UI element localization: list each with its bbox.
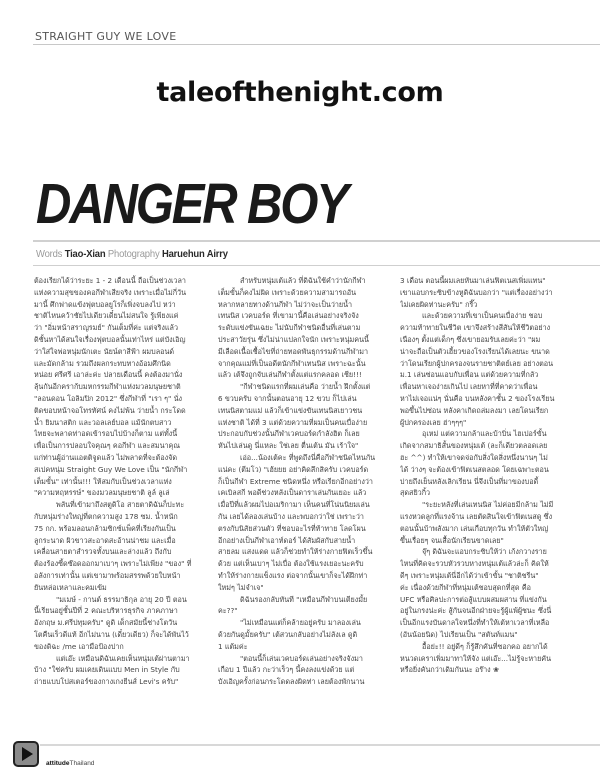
article-line: ตรงกับนิสัยส่วนตัว ที่ชอบอะไรที่ท้าทาย โลดโผน (218, 523, 366, 533)
article-line: ก็เป็นกีฬา Extreme ชนิดหนึ่ง หรือเรียกอีกอย่างว่า (218, 476, 373, 486)
article-line: เต็มขั้นก็คงไม่ผิด เพราะด้วยความสามารถอัน (218, 287, 356, 297)
article-line: ความท้าทายในชีวิต เขาจึงสร้างสีสันให้ชีวิตอย่าง (400, 323, 551, 333)
article-line: และมัดกล้าม รวมถึงผลกระทบทางอ้อมศึกนิด (34, 358, 171, 368)
article-line: อลังการเท่านั้น แต่เขามาพร้อมสรรพด้วยใบหน้า (34, 570, 181, 580)
article-line: "ไม่เหมือนแต่ก็คล้ายอยู่ครับ มาลองเล่น (240, 618, 361, 628)
article-line: ไทยจะพลาดท่าอดเข้ารอบไปบ้างก็ตาม แต่ทั้งนี้ (34, 429, 178, 439)
article-line: มานี้ ศึกฟาดแข้งฟุตบอลยูโรก็เพิ่งจบลงไป หว่า (34, 299, 176, 309)
article-line: UFC หรือศิลปะการต่อสู้แบบผสมผสาน ที่แข่งกัน (400, 594, 547, 604)
article-line: แรงหวดลูกที่แรงจ้าน เลยตัดสินใจเข้าฟิตเนสดู ซึ่ง (400, 511, 553, 521)
article-line: แล้ว เต้จึงถูกจับเล่นกีฬาตั้งแต่แรกคลอด เชีย!!! (218, 370, 362, 380)
watermark-text: taleofthenight.com (156, 77, 444, 108)
article-line: หนวดเคราเพิ่มมาทาให้จัง แต่เอ๊ะ...ไม่รู้จะหายคัน (400, 653, 552, 663)
article-line: น่าจะถือเป็นตัวเฮี้ยวของโรงเรียนได้เลยนะ ขนาด (400, 346, 550, 356)
article-line: และด้วยความที่เขาเป็นคนเบื่อง่าย ชอบ (422, 311, 543, 321)
article-line: แห่งชาติ ได้ที่ 3 แต่ด้วยความที่ผมเป็นคนเบื่อง่าย (218, 417, 368, 427)
byline-words-label: Words (36, 248, 63, 260)
byline (36, 248, 228, 260)
article-line: บังเอิญครั้งก่อนกระโดดลงผิดท่า เลยต้องพักนาน (218, 677, 365, 687)
article-column-2 (218, 275, 390, 688)
article-line: เทนนิส เวคบอร์ด ที่เขามานี้คือเล่นอย่างจริงจัง (218, 311, 359, 321)
article-line: เคลื่อนสายตาสำรวจทั้งบนและล่างแล้ว ถึงกับ (34, 547, 172, 557)
article-line: น้ำ ยิมนาสติก และวอลเลย์บอล แม้นักตบสาว (34, 417, 172, 427)
article-line: ประสาวัยรุ่น ซึ่งไม่น่าแปลกใจนัก เพราะหนุ่มคนนี้ (218, 334, 369, 344)
byline-photo-label: Photography (107, 248, 160, 260)
article-line: 75 กก. พร้อมลอนกล้ามซิกซ์แพ็คที่เรียงกันเป็น (34, 523, 176, 533)
byline-photographer: Haruehun Airry (161, 248, 228, 260)
article-line: สายลม แสงแดด แล้วก็ช่วยทำให้ร่างกายฟิตเร็วขึ้น (218, 547, 373, 557)
article-line: ผู้ปกครองเลย ฮ่าๆๆๆ" (400, 417, 467, 427)
article-line: กัน เลยได้ลองเล่นบ้าง และพบอกว่าใช่ เพราะว่า (218, 511, 364, 521)
article-line: แน่คะ (ตีมโว) "เฮ้ยยย อย่าคิดลึกสิครับ เวคบอร์ด (218, 464, 369, 474)
article-line: เกือบ 1 ปีแล้ว กะว่าเร็วๆ นี้คงลงแข่งด้วย แต่ (218, 665, 355, 675)
article-line: อยู่ในกรงน่ะค่ะ สู้กันจนอีกฝ่ายจะรู้ผู้แพ้ผู้ชนะ ซึ่งนี่ (400, 606, 552, 616)
byline-divider (33, 265, 600, 266)
article-line: จากคุณแม่ที่เป็นอดีตนักกีฬาเทนนิส เพราะฉะนั้น (218, 358, 366, 368)
article-line: หรือยิ่งคันกว่าเดิมกันนะ อร๊าง ❀ (400, 665, 499, 675)
article-line: "ความหฤหรรษ์" ของมวลมนุษยชาติ ลูล์ ลูเล่ (34, 488, 170, 498)
article-line: ม.1 เล่นซ่อนแอบกับเพื่อน แต่ด้วยความที่กลัว (400, 370, 539, 380)
article-line: เพื่อนหาเจอง่ายเกินไป เลยหาที่ที่คาดว่าเพื่อน (400, 382, 538, 392)
play-icon (22, 747, 33, 761)
article-line: 3 เดือน ตอนนี้ผมเลยหันมาเล่นฟิตเนสเพิ่มแทน" (400, 276, 546, 285)
brand-bold: attitude (46, 760, 70, 767)
article-line: (อันน้อยนิด) ไปเรียนเป็น "สตันท์แมน" (400, 629, 518, 639)
article-line: ไหนที่คิดจะรวบหัวรวบหางหนุ่มเต้แล้วล่ะก็ คิดให้ (400, 559, 549, 569)
brand-light: Thailand (69, 760, 95, 767)
article-line: สุดสยิวกิ้ว (400, 488, 431, 498)
article-line: เนืองๆ ตั้งแต่เด็กๆ ซึ่งเขายอมรับเลยค่ะว่า "ผม (400, 334, 541, 344)
article-line: ด้วย แต่เห็นเบาๆ ไม่เบื่อ ต้องใช้แรงเยอะนะครับ (218, 559, 364, 569)
article-line: เต็มขั้น" เท่านั้น!!! ให้สมกับเป็นช่วงเวลาแห่ง (34, 476, 172, 486)
article-line: 6 ขวบครับ จากนั้นตอนอายุ 12 ขวบ ก็ไปเล่น (218, 393, 357, 403)
article-line: โตคืนเร็วดีแท้ อีกไม่นาน (เดี๋ยวเดียว) ก็จะได้พันไว้ (34, 629, 189, 639)
article-line: หน่อย ศรีศรี เอาล่ะค่ะ ปลายเดือนนี้ คงต้องมานั่ง (34, 370, 183, 380)
article-line: ฮะ ^^) ทำให้เขาจดจ่อกับสิ่งใดสิ่งหนึ่งนานๆ ไม่ (400, 452, 548, 462)
article-line: เพื่อเป็นการปลอบใจคุณๆ คอกีฬา และสมนาคุณ (34, 441, 181, 451)
article-column-3 (400, 275, 590, 676)
article-line: หาไม่เจอแน่ๆ นั่นคือ บนหลังคาชั้น 2 ของโรงเรียน (400, 393, 555, 403)
article-line: นี้เรียนอยู่ชั้นปีที่ 2 คณะบริหารธุรกิจ ภาคภาษา (34, 606, 178, 616)
article-line: ของดิฉะ /me เอามือป้องปาก (34, 641, 124, 651)
article-line: ค่ะ เนื่องด้วยกีฬาที่หนุ่มเต้ชอบสุดกที่สุด คือ (400, 582, 531, 592)
article-line: เคเบิลสกี พอดีช่วงหลังเป็นดาราเล่นกันเยอะ แล้ว (218, 488, 367, 498)
article-line: เมื่อปีที่แล้วผมไปอเมริกามา เห็นคนที่โน่นนิยมเล่น (218, 500, 370, 510)
article-line: เทนนิสตามแม่ แล้วก็เข้าแข่งขันเทนนิสเยาวชน (218, 405, 363, 415)
article-line: บ้าง "ใช่ครับ ผมเคยเดินแบบ Men in Style กับ (34, 665, 180, 675)
article-line: ยันหล่อเหลาและคมเข้ม (34, 582, 107, 592)
article-line: ไม่เคยผิดท่านะครับ" กรี๊ว (400, 299, 478, 309)
article-line: เอ่อ...น้องเต้คะ ที่พูดถึงนี่คือกีฬาชนิดไหนกัน (240, 452, 376, 462)
article-line: แห่งความสุขของคอกีฬาเสียจริง เพราะเมื่อไม่กี่วัน (34, 287, 187, 297)
article-line: "ลอนดอน โอลิมปิก 2012" ซึ่งกีฬาที่ "เรา ๆ" นั่ง (34, 393, 183, 403)
article-line: ประกอบกับช่วงนั้นกีฬาเวคบอร์ดกำลังฮิต ก็เลย (218, 429, 360, 439)
byline-writer: Tiao-Xian (64, 248, 106, 260)
article-line: ด้วยกันดูมั้ยครับ" เต้สวนกลับอย่างไม่ลังเล ดูดิ (218, 629, 358, 639)
article-line: "กีฬาชนิดแรกที่ผมเล่นคือ ว่ายน้ำ ฝึกตั้งแต่ (240, 382, 371, 392)
play-button[interactable] (13, 741, 39, 767)
article-line: ดีๆ เพราะหนุ่มเต้นี่อีกได้ว่าเข้าขั้น "ชาติชรีน" (400, 570, 539, 580)
article-line: แต่เอ๊ะ เหมือนดิฉันเคยเห็นหนุ่มเต้ผ่านตามา (56, 653, 190, 663)
section-label: STRAIGHT GUY WE LOVE (35, 30, 177, 43)
article-line: อื้อย่ะ!! อยู่ดีๆ ก็รู้สึกคันที่ซอกคอ อยากได้ (422, 641, 548, 651)
article-column-1 (34, 275, 206, 688)
article-line: พอขึ้นไปซ่อน หลังคาเกิดถล่มลงมา เลยโดนเรียก (400, 405, 549, 415)
article-line: คะ??" (218, 606, 238, 616)
article-line: สำหรับหนุ่มเต้แล้ว ที่ดิฉันใช้คำว่านักกีฬา (240, 276, 366, 285)
article-line: ต้องเรียกได้ว่าระยะ 1 - 2 เดือนนี้ ถือเป็นช่วงเวลา (34, 276, 186, 285)
article-line: พลันที่เข้ามาถึงสตูดิโอ สายตาดิฉันก็ปะทะ (56, 500, 185, 510)
article-line: "ตอนนี้ก็เล่นเวคบอร์ดเล่นอย่างจริงจังมา (240, 653, 363, 663)
article-line: จุ๊ๆ ดิฉันจะแอบกระซิบให้ว่า เก้งกวางราย (422, 547, 547, 557)
footer-divider (40, 744, 600, 746)
article-line: ว่า "อิ่มหน้าสราญรมย์" กันเต็มที่ค่ะ แต่จริงแล้ว (34, 323, 178, 333)
article-line: 1 แต้มค่ะ (218, 641, 248, 651)
article-line: อุเหม่ แต่ความกล้าและบ้าบิ่น ไฮเปอร์ขั้น (422, 429, 547, 439)
section-divider (33, 44, 600, 45)
headline-divider (33, 240, 600, 242)
article-line: ตอนนั้นบ้าพลังมาก เล่นเกือบทุกวัน ทำให้ตัวใหญ่ (400, 523, 549, 533)
article-line: "มเมษ์ - กานต์ ธรรมาธิกุล อายุ 20 ปี ตอน (56, 594, 187, 604)
article-line: สเปคหนุ่ม Straight Guy We Love เป็น "นักกีฬา (34, 464, 188, 474)
article-line: ทำให้ร่างกายแข็งแรง ต่อจากนั้นเขาก็จะได้ฝึกท่า (218, 570, 368, 580)
article-line: บ่ายถึงเย็นหลังเลิกเรียน นี่จึงเป็นที่มาของบอดี้ (400, 476, 539, 486)
article-line: ดิชั้นหาได้สนใจเรื่องฟุตบอลนั้นเท่าไหร่ แต่บังเอิญ (34, 334, 186, 344)
article-line: ชาติไหนคว้าชัยไปเดียวเดี๋ยนไม่สนใจ รู้เพียงแค่ (34, 311, 179, 321)
article-line: ว่าโดนเรียกผู้ปกครองจนรายชาติตย์เลย อย่างตอน (400, 358, 554, 368)
footer-brand (46, 760, 94, 767)
article-line: หันไปเล่นดู นี่แหละ ใช่เลย ตื่นเต้น มัน เร้าใจ" (218, 441, 359, 451)
article-line: ถ่ายแบบโปสเตอร์ของกางเกงยีนส์ Levi's ครับ" (34, 677, 179, 687)
article-line: ติดขอบหน้าจอโทรทัศน์ คงไม่พ้น ว่ายน้ำ กระโดด (34, 405, 186, 415)
article-line: ลุ้นกันอีกคราก้บมหกรรมกีฬาแห่งมวลมนุษยชาติ (34, 382, 181, 392)
article-line: ลูกระนาด ผิวขาวสะอาดสะอ้านน่าชม และเมื่อ (34, 535, 176, 545)
article-line: ดิฉันรองกลับทันที "เหมือนกีฬาบนเตียงมั้ย (240, 594, 368, 604)
article-line: เป็นอีกแรงบันดาลใจหนึ่งที่ทำให้เต้หาเวลาที่เหลือ (400, 618, 550, 628)
article-line: เกิดจากสมาธิสั้นของหนุ่มเต้ (ละก็เดียวตลอดเลย (400, 441, 548, 451)
article-line: อังกฤษ ม.ศรีปทุมครับ" ดูดิ เด็กสมัยนี้ช่างโตวัน (34, 618, 178, 628)
article-line: มีเลือดเนื้อเชื้อไขที่ถ่ายทอดพันธุกรรมด้านกีฬามา (218, 346, 369, 356)
article-line: ระดับแข่งขันเฉยะ ไม่นับกีฬาชนิดอื่นที่เล่นตาม (218, 323, 361, 333)
article-line: เขาแอบกระซิบข้างหูดิฉันบอกว่า "แต่เรื่องอย่างว่า (400, 287, 553, 297)
article-line: ใหม่ๆ ไม่จำเจ" (218, 582, 264, 592)
article-line: ต้องร้องซี้ดซ๊อดออกมาเบาๆ เพราะไม่เพียง "ของ" ที่ (34, 559, 192, 569)
article-line: หลากหลายทางด้านกีฬา ไม่ว่าจะเป็นว่ายน้ำ (218, 299, 353, 309)
article-line: กับหนุ่มร่างใหญ่ที่ตกความสูง 178 ซม. น้ำหนัก (34, 511, 178, 521)
article-line: อีกอย่างเป็นกีฬาเอาท์ดอร์ ได้สัมผัสกับสายน้ำ (218, 535, 356, 545)
article-line: ได้ ว่างๆ จะต้องเข้าฟิตเนสตลอด โดยเฉพาะตอน (400, 464, 549, 474)
article-headline: DANGER BOY (36, 172, 347, 236)
article-line: แก่ท่านผู้อ่านแอตติจูดแล้ว ไม่พลาดที่จะต้องจัด (34, 452, 178, 462)
article-line: ขึ้นเรื่อยๆ จนเสื้อนักเรียนขาดเลย" (400, 535, 504, 545)
article-line: "ระยะหลังที่เล่นเทนนิส ไม่ค่อยมีกล้าม ไม่มี (422, 500, 554, 510)
article-line: ว่าใส่ใจพ่อหนุ่มนักเตะ นัยน์ตาสีฟ้า ผมบลอนด์ (34, 346, 175, 356)
